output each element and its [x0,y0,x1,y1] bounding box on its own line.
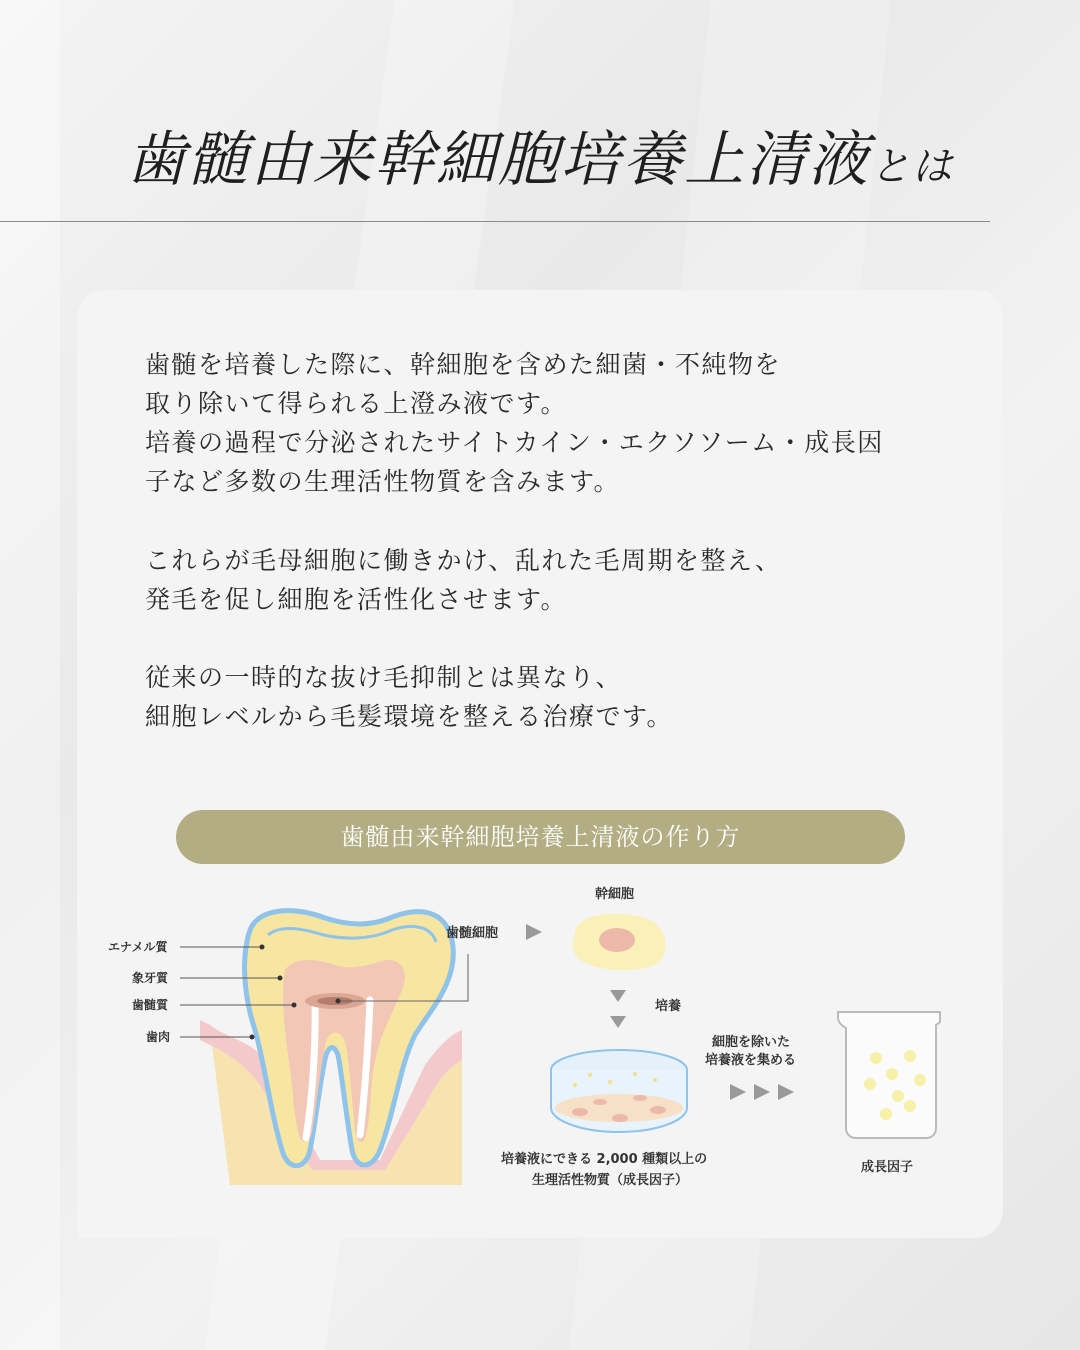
arrow-right-icon [778,1084,794,1100]
label-collect-line2: 培養液を集める [705,1053,797,1068]
label-stem-cell: 幹細胞 [595,887,635,902]
title-divider [0,221,990,222]
paragraph-3 [145,658,965,736]
petri-dish-icon [551,1050,687,1132]
dish-caption-line2: 生理活性物質（成長因子） [532,1173,689,1188]
page-title-suffix: とは [870,144,954,190]
arrow-down-icon [610,990,626,1002]
paragraph-2 [145,541,965,619]
background-stripe [0,0,60,1350]
label-dentin: 象牙質 [132,971,169,985]
paragraph-line: 歯髄を培養した際に、幹細胞を含めた細菌・不純物を [145,350,782,379]
arrow-right-icon [754,1084,770,1100]
page-title-main: 歯髄由来幹細胞培養上清液 [126,125,870,195]
paragraph-line: 細胞レベルから毛髪環境を整える治療です。 [145,702,674,731]
process-diagram [80,870,980,1230]
label-pulp: 歯髄質 [132,998,169,1012]
tooth-illustration [200,911,462,1185]
page-title [0,112,1080,198]
label-culture: 培養 [655,999,682,1014]
label-collect-line1: 細胞を除いた [712,1035,791,1050]
paragraph-line: 発毛を促し細胞を活性化させます。 [145,585,568,614]
label-gum: 歯肉 [146,1030,171,1044]
paragraph-1 [145,345,965,501]
paragraph-line: これらが毛母細胞に働きかけ、乱れた毛周期を整え、 [145,546,782,575]
section-heading-pill: 歯髄由来幹細胞培養上清液の作り方 [176,810,905,864]
paragraph-line: 培養の過程で分泌されたサイトカイン・エクソソーム・成長因 [145,428,884,457]
paragraph-line: 子など多数の生理活性物質を含みます。 [145,467,621,496]
beaker-icon [838,1012,940,1138]
arrow-down-icon [610,1016,626,1028]
paragraph-line: 取り除いて得られる上澄み液です。 [145,389,568,418]
label-beaker: 成長因子 [861,1160,914,1175]
paragraph-line: 従来の一時的な抜け毛抑制とは異なり、 [145,663,623,692]
stem-cell-icon [573,914,666,971]
dish-caption-line1: 培養液にできる 2,000 種類以上の [501,1152,708,1167]
arrow-right-icon [730,1084,746,1100]
arrow-right-icon [526,924,542,940]
label-enamel: エナメル質 [108,940,168,954]
label-pulp-cell: 歯髄細胞 [446,926,499,941]
